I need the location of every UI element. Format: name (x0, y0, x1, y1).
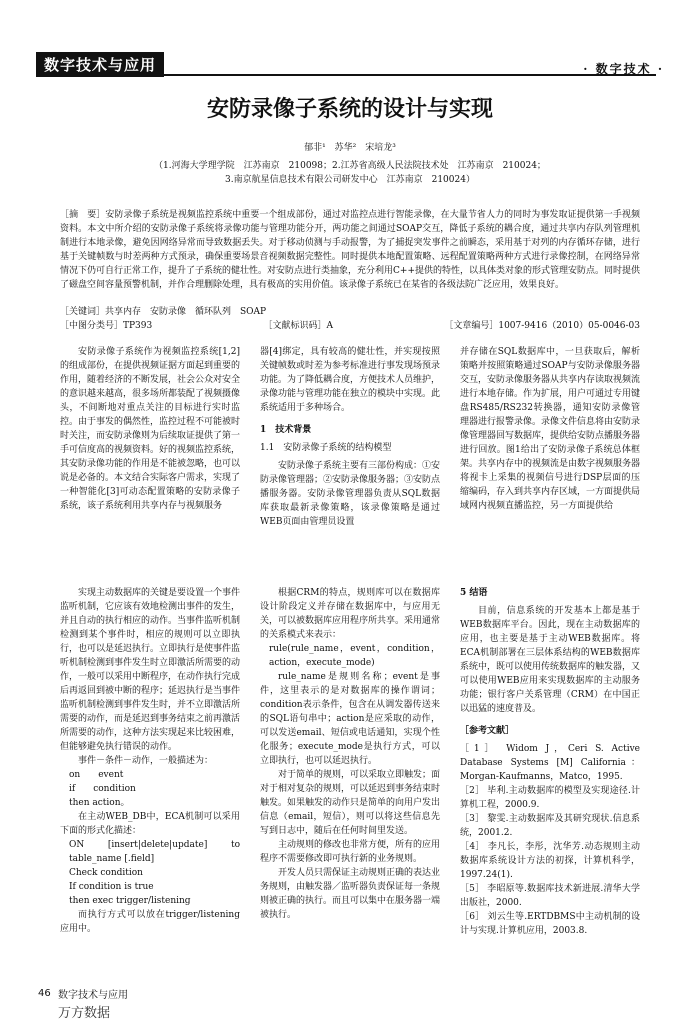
watermark-text: 万方数据 (58, 1006, 111, 1021)
code-line: ON [insert|delete|update] to table_name [.field] (69, 840, 240, 864)
reference-item: ［2］ 毕利.主动数据库的模型及实现途径.计算机工程，2000.9. (460, 786, 640, 810)
article-number: ［文章编号］1007-9416（2010）05-0046-03 (444, 321, 640, 331)
authors: 郁非¹ 苏华² 宋培龙³ (304, 143, 396, 153)
code-line: If condition is true (69, 882, 154, 892)
paragraph: 主动规则的修改也非常方便，所有的应用程序不需要修改即可执行新的业务规则。 (260, 840, 441, 864)
document-code: ［文献标识码］A (263, 321, 334, 331)
code-line: Check condition (69, 868, 143, 878)
section-tag: 数字技术与应用 (36, 52, 164, 77)
clc-number: ［中图分类号］TP393 (60, 321, 153, 331)
page-number: 46 (38, 988, 51, 999)
code-line: rule(rule_name，event，condition，action，execute_mode) (269, 644, 440, 668)
paragraph: 实现主动数据库的关键是要设置一个事件监听机制，它应该有效地检测出事件的发生，并且自动的执行相应的动作。当事件监听机制检测到某个事件时，相应的规则可以立即执行，也可以是延迟执行。立即执行是使事件监听机制检测到事件发生时立即激活所需要的动作，一般可以采用中断程序，在动作执行完成后再返回到被中断的程序；延迟执行是当事件监听机制检测到事件发生时，并不立即激活所需要的动作，而是延迟到事务结束之前再激活所需要的动作，这种方法实现起来比较困难，但能够避免执行错误的动作。 (60, 588, 241, 752)
code-line: if condition (69, 784, 136, 794)
section-heading: 1 技术背景 (260, 425, 312, 435)
reference-item: ［5］ 李昭原等.数据库技术新进展.清华大学出版社，2000. (460, 884, 640, 908)
abstract: ［摘 要］安防录像子系统是视频监控系统中重要一个组成部份，通过对监控点进行智能录像，在大量节省人力的同时为事发取证提供第一手视频资料。本文中所介绍的安防录像子系统将录像功能与管理功能分开，两功能之间通过SOAP交互，降低子系统的耦合度，通过共享内存队列管理机制进行本地录像，避免因网络异常而导致数据丢失。对于移动侦测与手动报警，为了捕捉突发事件之前瞬态，采用基于对列的内存循环存储，进行基于关键帧数与时差两种方式预录，确保重要场景音视频数据完整性。同时提供本地配置策略、远程配置策略两种方式进行录像控制，在网络异常情况下仍可自行正常工作，提升了子系统的健壮性。对安防点进行类抽象，充分利用C++提供的特性，以具体类对象的形式管理安防点。同时提供了磁盘空间容量预警机制，并作合理删除处理，具有极高的实用价值。该录像子系统已在某省的各级法院广泛应用，效果良好。 (60, 210, 640, 290)
section-heading: 5 结语 (460, 588, 488, 598)
footer-journal-name: 数字技术与应用 (58, 990, 128, 1001)
paragraph: 器[4]绑定，具有较高的健壮性，并实现按照关键帧数或时差为参考标准进行事发现场预录功能。为了降低耦合度，方便技术人员维护，录像功能与管理功能在独立的模块中实现。此系统适用于多种场合。 (260, 347, 441, 413)
code-line: on event (69, 770, 124, 780)
references-heading: ［参考文献］ (460, 726, 515, 736)
top-column-2 (260, 345, 440, 529)
paragraph: 事件－条件－动作，一般描述为： (78, 756, 214, 766)
paragraph: rule_name是规则名称；event是事件，这里表示的是对数据库的操作谓词；condition表示条件，包含在从调发器传送来的SQL语句串中；action是应采取的动作，可以发送email、短信或电话通知，实现个性化服务；execute_mode是执行方式，可以立即执行，也可以延迟执行。 (260, 672, 440, 766)
paragraph: 而执行方式可以放在trigger/listening应用中。 (60, 910, 240, 934)
affiliation-line-1: （1.河海大学理学院 江苏南京 210098；2.江苏省高级人民法院技术处 江苏南京 210024； (154, 161, 546, 171)
paragraph: 在主动WEB_DB中，ECA机制可以采用下面的形式化描述： (60, 812, 240, 836)
section-label-right: · 数字技术 · (583, 62, 664, 76)
reference-item: ［3］ 黎雯.主动数据库及其研究现状.信息系统，2001.2. (460, 814, 640, 838)
paragraph: 对于简单的规则，可以采取立即触发；面对于相对复杂的规则，可以延迟到事务结束时触发。如果触发的动作只是简单的向用户发出信息（email，短信），则可以将这些信息先写到日志中，随后在任何时间里发送。 (260, 770, 441, 836)
header-rule (36, 74, 656, 76)
paragraph: 目前，信息系统的开发基本上都是基于WEB数据库平台。因此，现在主动数据库的应用，也主要是基于主动WEB数据库。将ECA机制部署在三层体系结构的WEB数据库系统中，既可以使用传统数据库的触发器，又可以使用WEB应用来实现数据库的主动服务功能；银行客户关系管理（CRM）在中国正以迅猛的速度普及。 (460, 606, 641, 714)
bottom-column-3 (460, 586, 640, 938)
code-line: then exec trigger/listening (69, 896, 191, 906)
paragraph: 并存储在SQL数据库中，一旦获取后，解析策略并按照策略通过SOAP与安防录像服务器交互，安防录像服务器从共享内存读取视频流进行本地存储。作为扩展，用户可通过专用键盘RS485/RS232转换器，通知安防录像管理器进行报警录像。录像文件信息将由安防录像管理器回写数据库，提供给安防点播服务器进行回放。图1给出了安防录像子系统总体框架。共享内存中的视频流是由数字视频服务器将视卡上采集的视频信号进行DSP层面的压缩编码，存入到共享内存区域，一方面提供局域网内视频直播监控，另一方面提供给 (460, 347, 641, 511)
paragraph: 开发人员只需保证主动规则正确的表达业务规则，由触发器／监听器负责保证每一条规则被正确的执行。而且可以集中在服务器一端被执行。 (260, 868, 441, 920)
subsection-heading: 1.1 安防录像子系统的结构模型 (260, 443, 392, 453)
code-line: then action。 (69, 798, 130, 808)
article-title: 安防录像子系统的设计与实现 (206, 96, 493, 122)
keywords: ［关键词］共享内存 安防录像 循环队列 SOAP (60, 307, 267, 317)
affiliation-line-2: 3.南京航星信息技术有限公司研发中心 江苏南京 210024） (225, 175, 475, 185)
bottom-column-2 (260, 586, 440, 922)
bottom-column-1 (60, 586, 240, 936)
paragraph: 安防录像子系统作为视频监控系统[1,2]的组成部份，在提供视频证据方面起到重要的作用，随着经济的不断发展，社会公众对安全的意识越来越高，很多场所都装配了视频摄像头，不间断地对重点关注的目标进行实时监控。由于事发的偶然性，监控过程不可能被时时关注，而安防录像则为后续取证提供了第一手可信度高的视频资料。好的视频监控系统，其安防录像功能的作用是不能被忽略，也可以说是必备的。本文结合实际客户需求，实现了一种智能化[3]可动态配置策略的安防录像子系统，该子系统利用共享内存与视频服务 (60, 347, 241, 511)
reference-item: ［1］ Widom J，Ceri S. Active Database Systems [M] California：Morgan-Kaufmanns，Matco，1995. (460, 744, 640, 782)
top-column-3 (460, 345, 640, 513)
reference-item: ［4］ 李凡长，李彤，沈华芳.动态规则主动数据库系统设计方法的初探，计算机科学，1997.24(1). (460, 842, 640, 880)
reference-item: ［6］ 刘云生等.ERTDBMS中主动机制的设计与实现.计算机应用，2003.8. (460, 912, 640, 936)
paragraph: 安防录像子系统主要有三部份构成：①安防录像管理器；②安防录像服务器；③安防点播服务器。安防录像管理器负责从SQL数据库获取最新录像策略，该录像策略是通过WEB页面由管理员设置 (260, 461, 441, 527)
top-column-1 (60, 345, 240, 513)
paragraph: 根据CRM的特点，规则库可以在数据库设计阶段定义并存储在数据库中，与应用无关，可以被数据库应用程序所共享。采用通常的关系模式来表示： (260, 588, 441, 640)
article-meta (60, 318, 640, 331)
